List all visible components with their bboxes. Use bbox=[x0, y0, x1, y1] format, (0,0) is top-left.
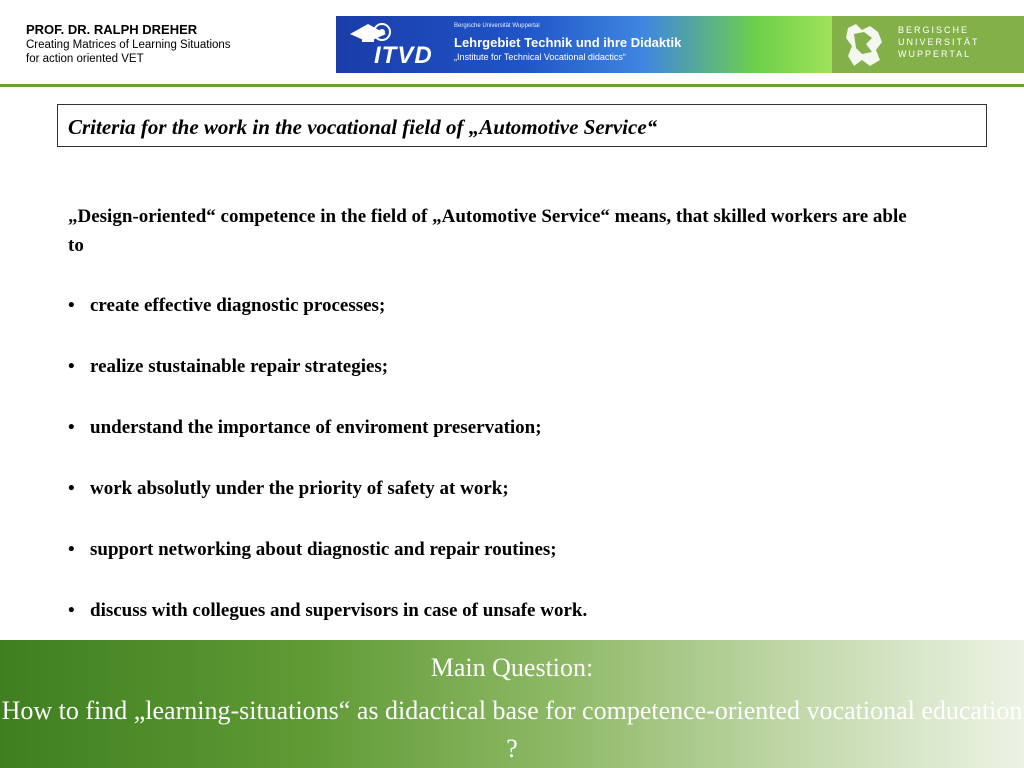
list-item-text: realize stustainable repair strategies; bbox=[90, 356, 389, 377]
list-item bbox=[68, 474, 587, 535]
bullet-icon: • bbox=[68, 539, 75, 560]
author-subtitle-line-2: for action oriented VET bbox=[26, 53, 144, 65]
bullet-icon: • bbox=[68, 356, 75, 377]
lion-crest-icon bbox=[842, 20, 888, 70]
university-logo-box bbox=[832, 16, 1024, 73]
main-question-label: Main Question: bbox=[430, 653, 594, 682]
header-divider bbox=[0, 84, 1024, 87]
slide-title: Criteria for the work in the vocational field of „Automotive Service“ bbox=[68, 115, 658, 139]
list-item bbox=[68, 291, 587, 352]
list-item-text: discuss with collegues and supervisors in case of unsafe work. bbox=[90, 600, 588, 621]
author-name: PROF. DR. RALPH DREHER bbox=[26, 22, 198, 37]
list-item bbox=[68, 352, 587, 413]
university-name-line-1: BERGISCHE bbox=[898, 25, 970, 35]
list-item bbox=[68, 535, 587, 596]
list-item-text: create effective diagnostic processes; bbox=[90, 295, 386, 316]
university-name-line-2: UNIVERSITÄT bbox=[898, 37, 980, 47]
bullet-icon: • bbox=[68, 417, 75, 438]
author-subtitle-line-1: Creating Matrices of Learning Situations bbox=[26, 39, 231, 51]
criteria-list bbox=[68, 291, 587, 657]
list-item-text: understand the importance of enviroment preservation; bbox=[90, 417, 542, 438]
slide-header bbox=[0, 0, 1024, 84]
university-name bbox=[898, 24, 980, 60]
banner-title: Lehrgebiet Technik und ihre Didaktik bbox=[454, 35, 682, 50]
author-block bbox=[26, 22, 231, 66]
list-item bbox=[68, 413, 587, 474]
itvd-banner bbox=[336, 16, 832, 73]
slide-title-box bbox=[57, 104, 987, 147]
main-question-text: How to find „learning-situations“ as didactical base for competence-oriented vocational education ? bbox=[1, 696, 1023, 763]
bullet-icon: • bbox=[68, 295, 75, 316]
banner-university-small: Bergische Universität Wuppertal bbox=[454, 23, 540, 29]
list-item-text: support networking about diagnostic and repair routines; bbox=[90, 539, 557, 560]
list-item-text: work absolutly under the priority of safety at work; bbox=[90, 478, 509, 499]
itvd-logo-text: ITVD bbox=[374, 42, 433, 69]
banner-subtitle: „Institute for Technical Vocational didactics“ bbox=[454, 52, 626, 62]
bullet-icon: • bbox=[68, 478, 75, 499]
main-question-footer bbox=[0, 640, 1024, 768]
bullet-icon: • bbox=[68, 600, 75, 621]
intro-paragraph: „Design-oriented“ competence in the field of „Automotive Service“ means, that skilled workers are able to bbox=[68, 206, 907, 256]
university-name-line-3: WUPPERTAL bbox=[898, 49, 972, 59]
